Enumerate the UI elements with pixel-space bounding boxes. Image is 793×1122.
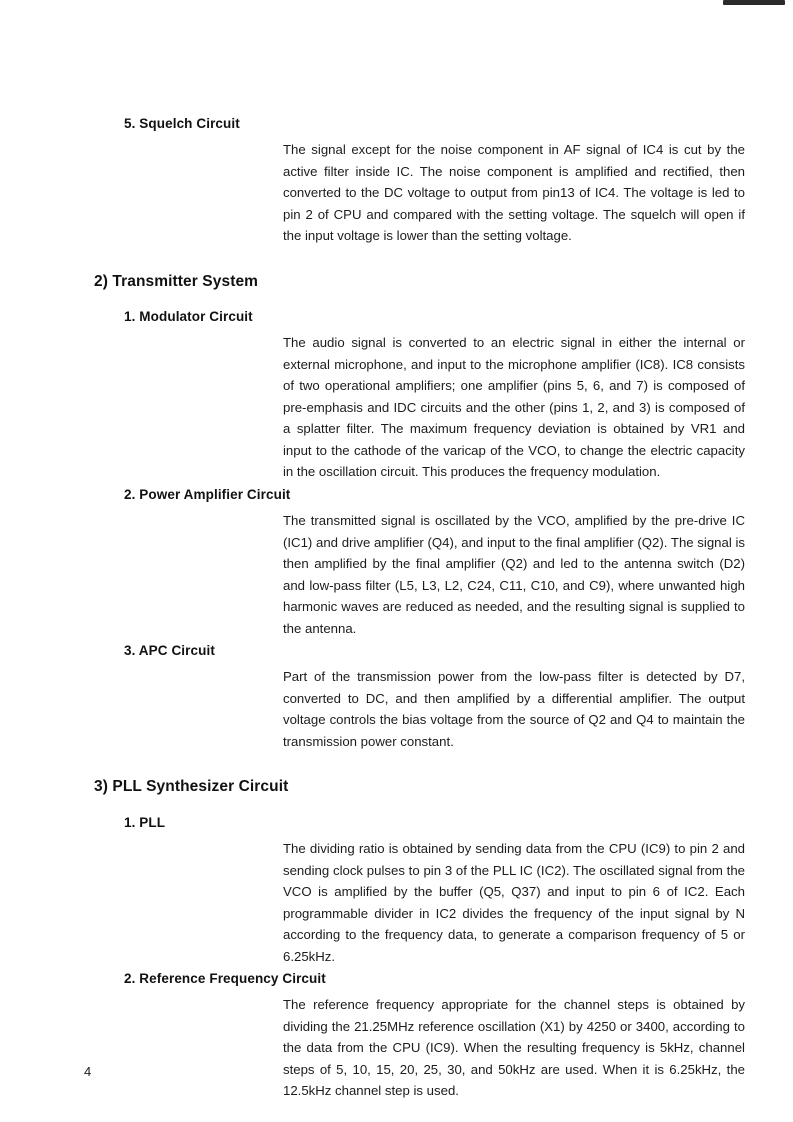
page-number: 4 — [84, 1064, 92, 1079]
section-heading: 5. Squelch Circuit — [124, 116, 240, 131]
section-heading: 2. Power Amplifier Circuit — [124, 486, 291, 502]
section-paragraph: The audio signal is converted to an electric signal in either the internal or external microphone, and input to the microphone amplifier (IC8). IC8 consists of two operational amplifiers; one amplifier (pins 5, 6, and 7) is composed of pre-emphasis and IDC circuits and the other (pins 1, 2, and 3) is composed of a splatter filter. The maximum frequency deviation is obtained by VR1 and input to the cathode of the varicap of the VCO, to change the electric capacity in the oscillation circuit. This produces the frequency modulation. — [283, 335, 745, 480]
section-apc-circuit — [94, 643, 745, 752]
section-heading: 1. Modulator Circuit — [124, 309, 253, 325]
section-modulator-circuit — [94, 309, 745, 483]
section-heading: 2. Reference Frequency Circuit — [124, 971, 326, 987]
section-power-amplifier-circuit — [94, 487, 745, 639]
section-paragraph: The reference frequency appropriate for the channel steps is obtained by dividing the 21.25MHz reference oscillation (X1) by 4250 or 3400, according to the data from the CPU (IC9). When the resulting frequency is 5kHz, channel steps of 5, 10, 15, 20, 25, 30, and 50kHz are used. When it is 6.25kHz, the 12.5kHz channel step is used. — [283, 997, 745, 1099]
section-heading-transmitter-system: 2) Transmitter System — [94, 272, 259, 290]
section-squelch-circuit — [94, 116, 745, 247]
section-heading-pll-synthesizer-circuit: 3) PLL Synthesizer Circuit — [94, 778, 289, 796]
cropped-header-fragment — [723, 0, 785, 5]
section-paragraph: Part of the transmission power from the low-pass filter is detected by D7, converted to DC, and then amplified by a differential amplifier. The output voltage controls the bias voltage from the source of Q2 and Q4 to maintain the transmission power constant. — [283, 669, 745, 749]
section-heading: 1. PLL — [124, 814, 166, 830]
section-pll — [94, 815, 745, 967]
section-paragraph: The signal except for the noise component in AF signal of IC4 is cut by the active filter inside IC. The noise component is amplified and rectified, then converted to the DC voltage to output from pin13 of IC4. The voltage is led to pin 2 of CPU and compared with the setting voltage. The squelch will open if the input voltage is lower than the setting voltage. — [283, 142, 745, 244]
section-heading: 3. APC Circuit — [124, 643, 215, 659]
section-paragraph: The transmitted signal is oscillated by the VCO, amplified by the pre-drive IC (IC1) and drive amplifier (Q4), and input to the final amplifier (Q2). The signal is then amplified by the final amplifier (Q2) and led to the antenna switch (D2) and low-pass filter (L5, L3, L2, C24, C11, C10, and C9), where unwanted high harmonic waves are reduced as needed, and the resulting signal is supplied to the antenna. — [283, 513, 745, 636]
section-paragraph: The dividing ratio is obtained by sending data from the CPU (IC9) to pin 2 and sending clock pulses to pin 3 of the PLL IC (IC2). The oscillated signal from the VCO is amplified by the buffer (Q5, Q37) and input to pin 6 of IC2. Each programmable divider in IC2 divides the frequency of the input signal by N according to the frequency data, to generate a comparison frequency of 5 or 6.25kHz. — [283, 841, 745, 964]
section-reference-frequency-circuit — [94, 971, 745, 1102]
